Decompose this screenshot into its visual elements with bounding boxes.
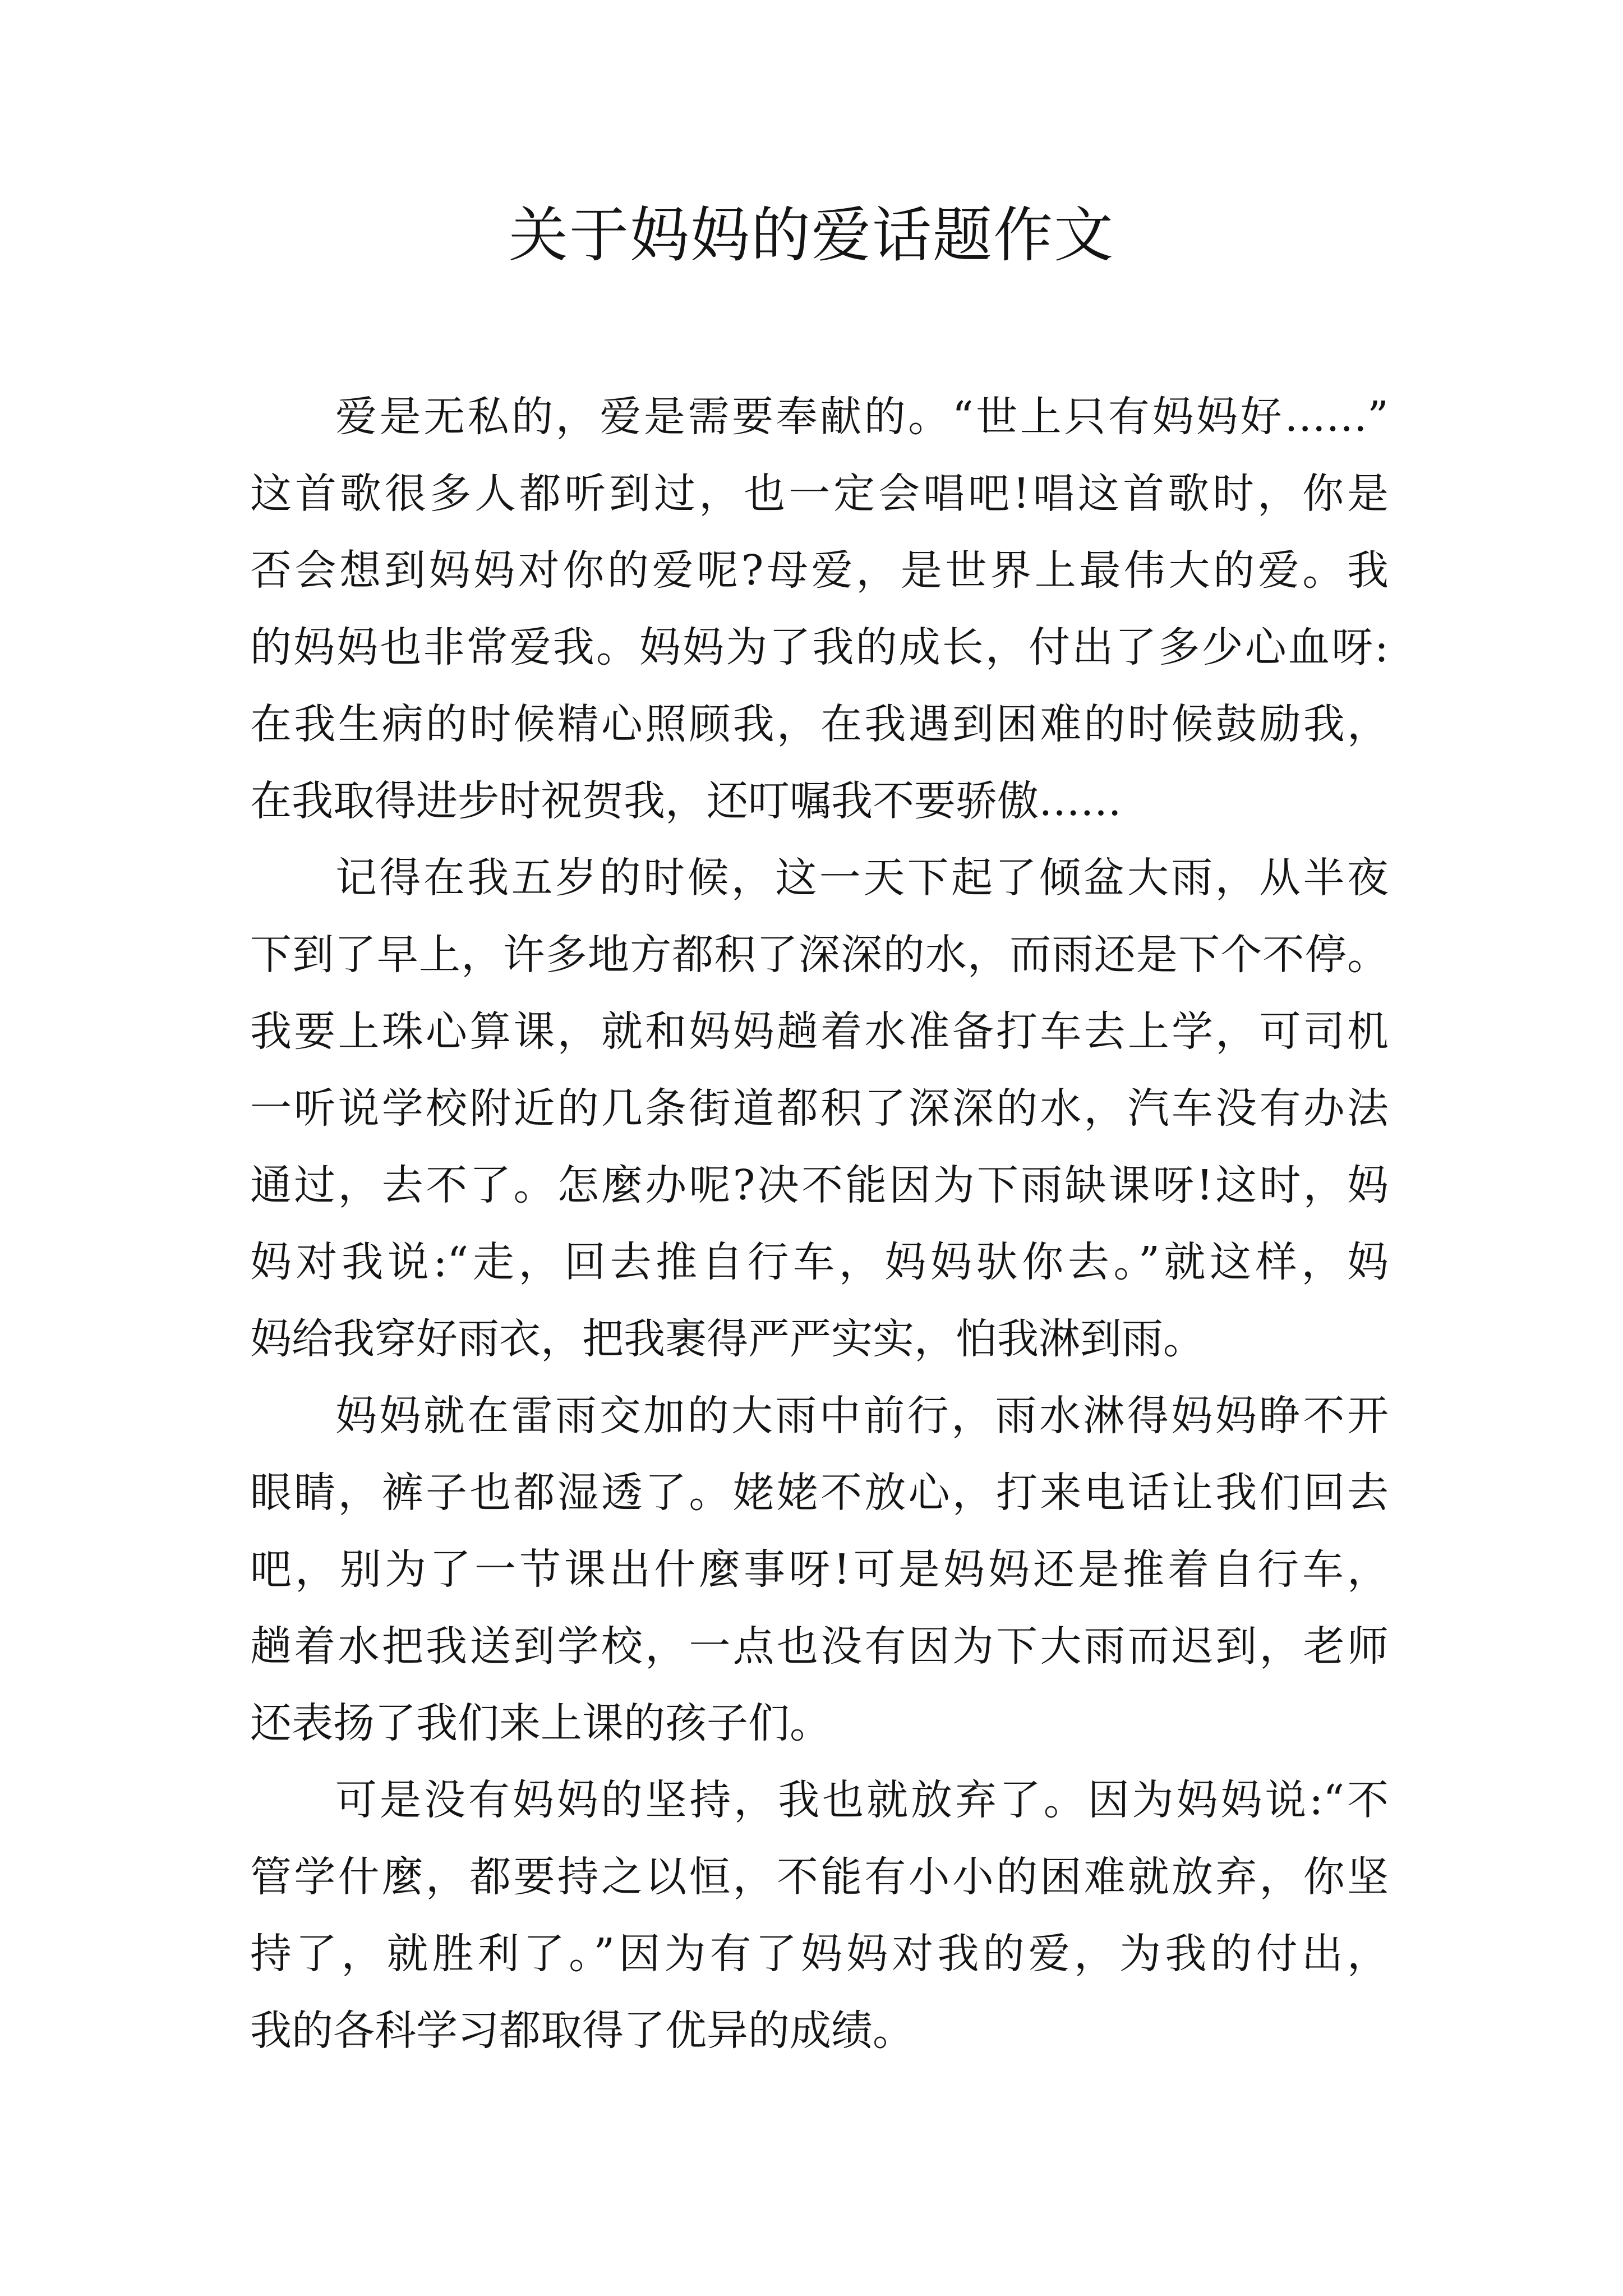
text-line: 眼睛，裤子也都湿透了。姥姥不放心，打来电话让我们回去: [250, 1469, 1389, 1517]
text-line: 趟着水把我送到学校，一点也没有因为下大雨而迟到，老师: [250, 1622, 1389, 1671]
text-line: 管学什麼，都要持之以恒，不能有小小的困难就放弃，你坚: [250, 1853, 1389, 1901]
paragraph-4: [250, 1762, 1389, 2069]
text-line: 在我生病的时候精心照顾我，在我遇到困难的时候鼓励我，: [250, 700, 1389, 748]
text-line: 妈对我说:“走，回去推自行车，妈妈驮你去。”就这样，妈: [250, 1238, 1389, 1286]
text-line: 我要上珠心算课，就和妈妈趟着水准备打车去上学，可司机: [250, 1007, 1389, 1056]
text-line: 在我取得进步时祝贺我，还叮嘱我不要骄傲……: [250, 777, 1122, 825]
text-line: 妈妈就在雷雨交加的大雨中前行，雨水淋得妈妈睁不开: [335, 1392, 1389, 1440]
text-line: 持了，就胜利了。”因为有了妈妈对我的爱，为我的付出，: [250, 1930, 1389, 1978]
text-line: 这首歌很多人都听到过，也一定会唱吧!唱这首歌时，你是: [250, 470, 1389, 518]
text-line: 吧，别为了一节课出什麼事呀!可是妈妈还是推着自行车，: [250, 1545, 1389, 1594]
text-line: 下到了早上，许多地方都积了深深的水，而雨还是下个不停。: [250, 931, 1389, 979]
text-line: 可是没有妈妈的坚持，我也就放弃了。因为妈妈说:“不: [335, 1776, 1389, 1824]
text-line: 一听说学校附近的几条街道都积了深深的水，汽车没有办法: [250, 1084, 1389, 1133]
text-line: 妈给我穿好雨衣，把我裹得严严实实，怕我淋到雨。: [250, 1315, 1205, 1363]
text-line: 我的各科学习都取得了优异的成绩。: [250, 2007, 914, 2055]
paragraph-1: [250, 379, 1389, 840]
text-line: 记得在我五岁的时候，这一天下起了倾盆大雨，从半夜: [335, 854, 1389, 902]
text-line: 还表扬了我们来上课的孩子们。: [250, 1699, 831, 1747]
text-line: 爱是无私的，爱是需要奉献的。“世上只有妈妈好……”: [335, 393, 1389, 441]
text-line: 通过，去不了。怎麼办呢?决不能因为下雨缺课呀!这时，妈: [250, 1161, 1389, 1209]
document-body: [250, 379, 1389, 2069]
document-title: 关于妈妈的爱话题作文: [509, 201, 1114, 270]
paragraph-2: [250, 840, 1389, 1378]
text-line: 否会想到妈妈对你的爱呢?母爱，是世界上最伟大的爱。我: [250, 546, 1389, 595]
paragraph-3: [250, 1378, 1389, 1762]
text-line: 的妈妈也非常爱我。妈妈为了我的成长，付出了多少心血呀:: [250, 623, 1389, 671]
